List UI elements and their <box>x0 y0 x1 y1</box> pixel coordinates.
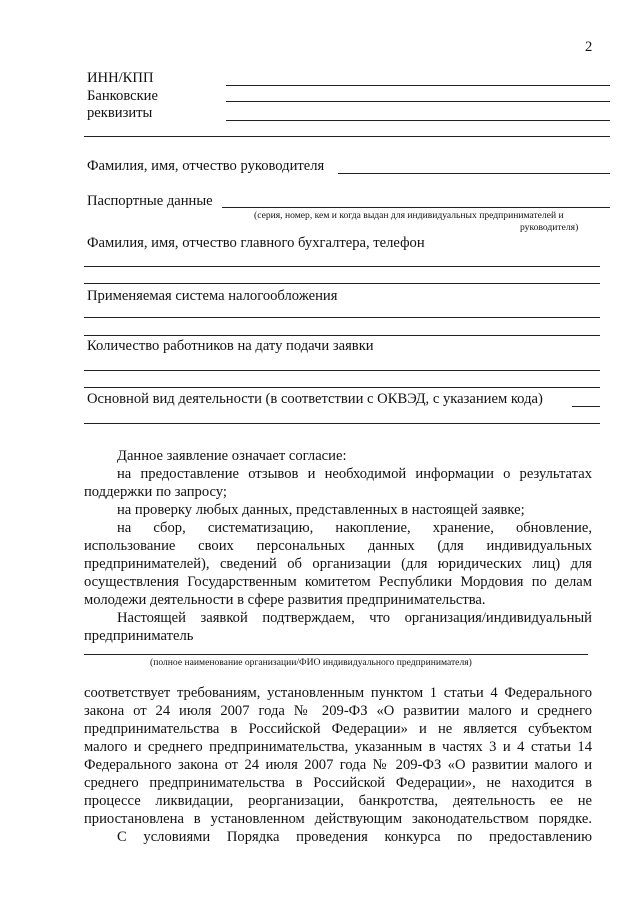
inn-kpp-label: ИНН/КПП <box>87 70 154 86</box>
tax-system-line-2 <box>84 335 600 336</box>
compliance-line-2: закона от 24 июля 2007 года № 209-ФЗ «О развитии малого и среднего <box>84 703 592 719</box>
employees-label: Количество работников на дату подачи заявки <box>87 338 374 354</box>
activity-line-2 <box>84 423 600 424</box>
employees-line-1 <box>84 370 600 371</box>
accountant-line-2 <box>84 283 600 284</box>
consent-line-5: на сбор, систематизацию, накопление, хранение, обновление, <box>117 520 592 536</box>
org-name-line <box>84 654 588 655</box>
activity-label: Основной вид деятельности (в соответствии с ОКВЭД, с указанием кода) <box>87 391 543 407</box>
compliance-line-6: среднего предпринимательства в Российской Федерации», не находится в <box>84 775 592 791</box>
page-number: 2 <box>585 39 593 55</box>
bank-details-line-2 <box>226 120 610 121</box>
consent-line-3: поддержки по запросу; <box>84 484 227 500</box>
compliance-line-4: малого и среднего предпринимательства, указанным в частях 3 и 4 статьи 14 <box>84 739 592 755</box>
accountant-line-1 <box>84 266 600 267</box>
director-label: Фамилия, имя, отчество руководителя <box>87 158 325 174</box>
consent-line-7: предпринимателей), сведений об организации (для юридических лиц) для <box>84 556 592 572</box>
compliance-line-9: С условиями Порядка проведения конкурса по предоставлению <box>117 829 592 845</box>
consent-line-2: на предоставление отзывов и необходимой информации о результатах <box>117 466 592 482</box>
tax-system-line-1 <box>84 317 600 318</box>
consent-line-10: Настоящей заявкой подтверждаем, что организация/индивидуальный <box>117 610 592 626</box>
passport-hint-1: (серия, номер, кем и когда выдан для индивидуальных предпринимателей и <box>254 210 564 221</box>
passport-line <box>222 207 610 208</box>
org-name-hint: (полное наименование организации/ФИО индивидуального предпринимателя) <box>150 657 472 668</box>
bank-details-label-1: Банковские <box>87 88 158 104</box>
compliance-line-1: соответствует требованиям, установленным пунктом 1 статьи 4 Федерального <box>84 685 592 701</box>
consent-line-4: на проверку любых данных, представленных в настоящей заявке; <box>117 502 525 518</box>
bank-details-line-1 <box>226 101 610 102</box>
passport-hint-2: руководителя) <box>520 222 579 233</box>
employees-line-2 <box>84 387 600 388</box>
tax-system-label: Применяемая система налогообложения <box>87 288 338 304</box>
consent-line-8: осуществления Государственным комитетом Республики Мордовия по делам <box>84 574 592 590</box>
consent-line-1: Данное заявление означает согласие: <box>117 448 347 464</box>
accountant-label: Фамилия, имя, отчество главного бухгалтера, телефон <box>87 235 425 251</box>
consent-line-9: молодежи деятельности в сфере развития предпринимательства. <box>84 592 486 608</box>
bank-details-label-2: реквизиты <box>87 105 153 121</box>
director-line <box>338 173 610 174</box>
bank-details-line-3 <box>84 136 610 137</box>
compliance-line-7: процессе ликвидации, реорганизации, банкротства, деятельность ее не <box>84 793 592 809</box>
compliance-line-8: приостановлена в установленном действующим законодательством порядке. <box>84 811 592 827</box>
activity-line-1 <box>572 406 600 407</box>
passport-label: Паспортные данные <box>87 193 213 209</box>
inn-kpp-line <box>226 85 610 86</box>
compliance-line-5: Федерального закона от 24 июля 2007 года № 209-ФЗ «О развитии малого и <box>84 757 592 773</box>
consent-line-6: использование своих персональных данных (для индивидуальных <box>84 538 592 554</box>
compliance-line-3: предпринимательства в Российской Федерации» и не является субъектом <box>84 721 592 737</box>
consent-line-11: предприниматель <box>84 628 194 644</box>
